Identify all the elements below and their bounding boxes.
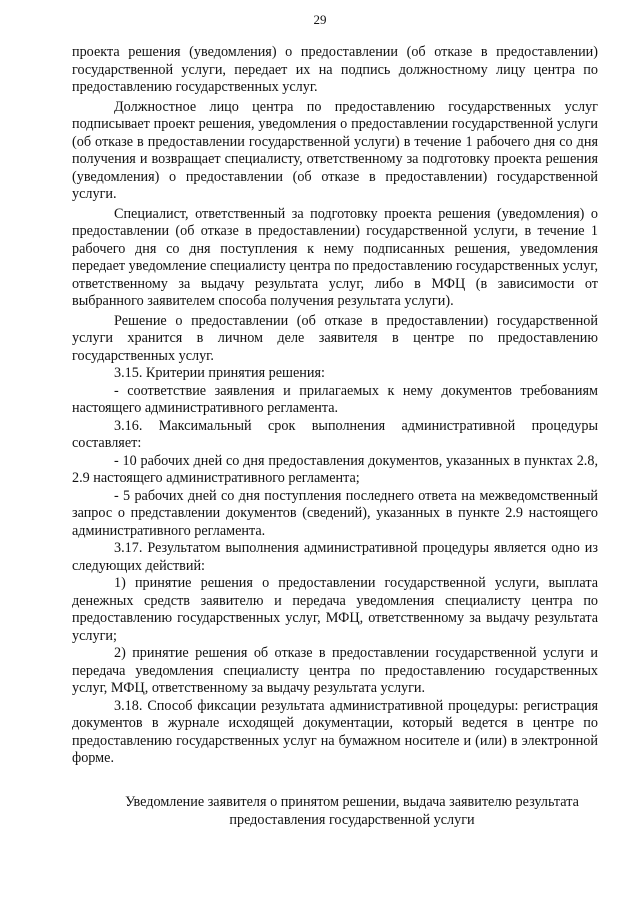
- paragraph: 3.17. Результатом выполнения административной процедуры является одно из следующих действий:: [72, 540, 598, 574]
- paragraph: Должностное лицо центра по предоставлению государственных услуг подписывает проект решения, уведомления о предоставлении государственной услуги (об отказе в предоставлении государственной услуги) в течение 1 рабочего дня со дня получения и возвращает специалисту, ответственному за подготовку проекта решения (уведомления) о предоставлении (об отказе в предоставлении) государственной услуги.: [72, 98, 598, 202]
- section-heading: Уведомление заявителя о принятом решении, выдача заявителю результата предоставления государственной услуги: [125, 794, 579, 828]
- paragraph: 1) принятие решения о предоставлении государственной услуги, выплата денежных средств заявителю и передача уведомления специалисту центра по предоставлению государственных услуг, МФЦ, ответственному за выдачу результата услуги;: [72, 575, 598, 644]
- paragraph: Решение о предоставлении (об отказе в предоставлении) государственной услуги хранится в личном деле заявителя в центре по предоставлению государственных услуг.: [72, 312, 598, 364]
- paragraph: - соответствие заявления и прилагаемых к нему документов требованиям настоящего административного регламента.: [72, 382, 598, 416]
- paragraph: Специалист, ответственный за подготовку проекта решения (уведомления) о предоставлении (об отказе в предоставлении) государственной услуги, в течение 1 рабочего дня со дня поступления к нему подписанных решения, уведомления передает уведомление специалисту центра по предоставлению государственных услуг, ответственному за выдачу результата услуг, либо в МФЦ (в зависимости от выбранного заявителем способа получения результата услуги).: [72, 205, 598, 309]
- paragraph: проекта решения (уведомления) о предоставлении (об отказе в предоставлении) государственной услуги, передает их на подпись должностному лицу центра по предоставлению государственных услуг.: [72, 44, 598, 95]
- document-body: [72, 44, 598, 768]
- paragraph: 3.18. Способ фиксации результата административной процедуры: регистрация документов в журнале исходящей документации, который ведется в центре по предоставлению государственных услуг на бумажном носителе и (или) в электронной форме.: [72, 697, 598, 766]
- paragraph: - 10 рабочих дней со дня предоставления документов, указанных в пунктах 2.8, 2.9 настоящего административного регламента;: [72, 452, 598, 486]
- paragraph: 3.15. Критерии принятия решения:: [114, 365, 325, 381]
- page-number: 29: [313, 12, 327, 27]
- paragraph: 3.16. Максимальный срок выполнения административной процедуры составляет:: [72, 417, 598, 451]
- paragraph: - 5 рабочих дней со дня поступления последнего ответа на межведомственный запрос о представлении документов (сведений), указанных в пункте 2.9 настоящего административного регламента.: [72, 487, 598, 539]
- paragraph: 2) принятие решения об отказе в предоставлении государственной услуги и передача уведомления специалисту центра по предоставлению государственных услуг, МФЦ, ответственному за выдачу результата услуги.: [72, 645, 598, 696]
